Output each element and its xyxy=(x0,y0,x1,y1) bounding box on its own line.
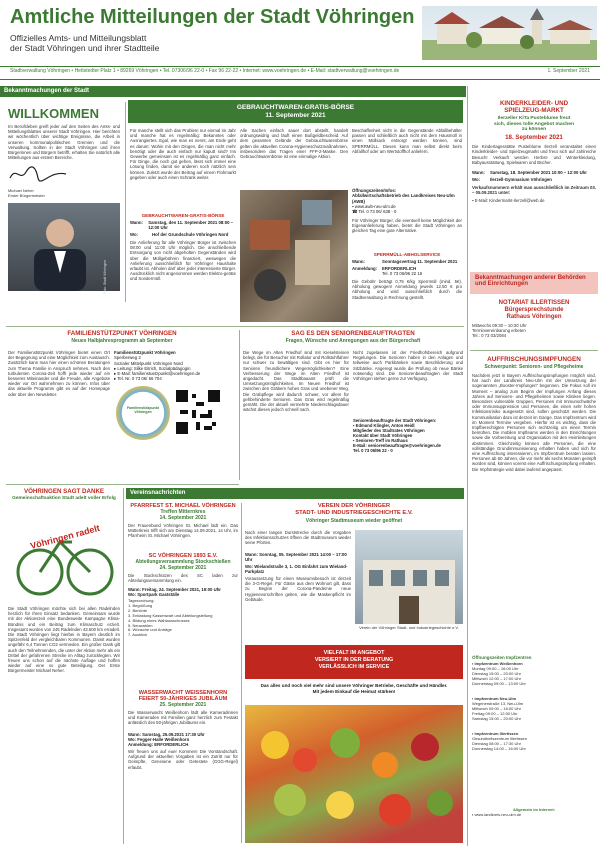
wasserwacht-block xyxy=(128,690,238,809)
section-bekanntmachungen: Bekanntmachungen der Stadt xyxy=(0,86,466,97)
title-line: VEREIN DER VÖHRINGER xyxy=(317,503,391,509)
kleidermarkt-sub xyxy=(472,116,596,133)
verein-caption: Verein der Vöhringer Stadt- und Industriegeschichte e.V. xyxy=(359,625,459,630)
masthead-title: Amtliche Mitteilungen der Stadt Vöhringen xyxy=(10,6,415,28)
boerse-bar-date: 11. September 2021 xyxy=(265,112,326,119)
title-line: Bürgersprechstunde xyxy=(504,307,564,313)
contact-text: E-Mail: Kindermarkt-Ilerzell@web.de xyxy=(474,197,545,203)
contact-title: Familienstützpunkt Vöhringen xyxy=(114,350,176,355)
verein-title xyxy=(245,503,463,517)
vielfalt-line: VERLÄSSLICH IM SERVICE xyxy=(318,664,390,670)
contact-line-text: Tel. Nr. 0 73 06/ 56 704 xyxy=(117,376,162,382)
boerse-wo xyxy=(130,232,236,237)
familie-block xyxy=(8,330,236,344)
auffrischung-title: AUFFRISCHUNGSIMPFUNGEN xyxy=(487,356,581,363)
signer-role: Erster Bürgermeister xyxy=(8,192,45,198)
wasserwacht-text: Die Wasserwacht Weißenhorn lädt alle Kameradinnen und Kameraden mit Familien ganz herzlich zum Festakt anlässlich des 50-jährigen Jubiläums ein. xyxy=(128,710,238,726)
impfzentrum-item: ▪ Impfzentrum Weißenhorn xyxy=(472,661,523,666)
sc-text: Die Stockschützen des SC laden zur Abteilungsversammlung ein. xyxy=(128,573,238,584)
pfarrfest-sub: Treffen Mitternkres xyxy=(160,509,206,515)
value: Wielandstraße 3, 1. OG Einfahrt zum Wieland-Parkplatz xyxy=(245,564,348,574)
boerse-bar-title: GEBRAUCHTWAREN-GRATIS-BÖRSE xyxy=(236,104,355,111)
value: Hof der Grundschule Vöhringen Nord xyxy=(152,232,229,237)
familie-sub: Neues Halbjahresprogramm ab September xyxy=(71,338,173,344)
awb-web: ▪ www.awb-neu-ulm.de xyxy=(352,203,396,209)
senioren-title: SAG ES DEN SENIORENBEAUFTRAGTEN xyxy=(291,330,415,337)
boerse-text-col1: Für manche stellt sich das Problem nur einmal im Jahr und manche hat es regelmäßig: Bekanntes oder Ausrangiertes. Egal, wie man es nennt, am Ende geht es darum: Wohin mit den Dingen, die man nicht mehr benötigt oder die auch einfach nur kaputt sind? Ins Gewerbe gemeinsam ist es regelmäßig ganz einfach. Für Dinge, die noch gut gehen, lässt sich immer eine Lösung finden, damit sie anderen noch nützlich sein können. Zuletzt wurde der Beitrag auf einem Flohmarkt gegeben oder auch einen Schrank weiter. xyxy=(130,128,236,180)
senioren-text-col1: Die Wege im Alten Friedhof sind mit Kieselsteinen belegt, die für Besucher mit Rollator und Rollstuhlfahrer nur schwer zu bewältigen sind. Gibt es hier für Senioren freundlichere Wegemöglichkeiten? Eine Verbesserung der Wege im Alten Friedhof ist angedacht. Das Stadtbauamt prüft die Umsetzungsmöglichkeiten. Im Neuen Friedhof ist zwischen den Gräbern hohes Gras und unebener Weg. Die Grabpflege wird dadurch schwer, vor allem für gehbehinderte Senioren. Das Gras wird regelmäßig gemäht. Die der aktuell vermehrte Niederschlagsdauer wächst dieses jedoch schnell nach. xyxy=(243,350,349,413)
sperrmuell-wann xyxy=(352,259,462,264)
notar-tel: Tel.: 0 73 03/2084 xyxy=(472,333,507,339)
contact-line: Sperberweg 2 xyxy=(114,355,141,361)
boerse-text-col3b: Für Vöhringer Bürger, die eventuell keine Möglichkeit der Eigenanlieferung haben, bietet die Stadt Vöhringen an gleichen Tag eine gute Alternative. xyxy=(352,218,462,234)
wasserwacht-anm: Anmeldung: ERFORDERLICH xyxy=(128,742,189,747)
vielfalt-text: Das alles und noch viel mehr sind unsere Vöhringer Betriebe, Geschäfte und Händler. Mit jedem Einkauf die Heimat stärken! xyxy=(260,683,448,694)
familie-badge-text: Familienstützpunkt Vöhringen xyxy=(127,406,159,414)
value: ERFORDERLICH xyxy=(382,266,417,271)
sub-line: Ilerzeller KiTa Pusteblume freut xyxy=(497,115,571,121)
senioren-contact-text: Seniorenbeauftragte der Stadt Vöhringen: ▪ Edmund Klingler, Anton Heidl Mitglieder des Stadtrates Vöhringen Kontakt über Stadt Vöhringen ▪ Senioren-Treff im Rathaus E-Mail: seniorenbeauftragte@voehringen.de Tel. 0 73 06/96 22 - 0 xyxy=(353,418,441,453)
photo-caption: Foto: Stadt Vöhringen xyxy=(102,259,107,294)
kleidermarkt-contact: ▪ E-Mail: Kindermarkt-Ilerzell@web.de xyxy=(472,197,545,203)
welcome-title: WILLKOMMEN xyxy=(8,106,99,121)
title-line: SPIELZEUG-MARKT xyxy=(504,107,564,115)
danke-title: VÖHRINGEN SAGT DANKE xyxy=(23,488,105,495)
section-bekanntmachungen-andere: Bekanntmachungen anderer Behörden und Einrichtungen xyxy=(470,272,598,294)
pfarrfest-text: Der Frauenbund Vöhringen St. Michael lädt ein. Das Mütterkreis trifft sich am Dienstag 14.09.2021, 14 Uhr, im Pfarrheim St. Michael Vöhringen. xyxy=(128,523,238,539)
awb-web-text: www.awb-neu-ulm.de xyxy=(354,203,396,209)
sperrmuell-block xyxy=(352,252,462,307)
divider xyxy=(123,488,124,844)
sc-wo: Wo: Sportpark Gastställe xyxy=(128,592,180,597)
boerse-contact xyxy=(352,188,462,214)
radelt-logo-text: Vöhringen radelt xyxy=(29,522,101,552)
boerse-bar xyxy=(128,100,463,123)
divider xyxy=(470,350,598,351)
senioren-text-col2: Nicht zugelassen ist der Friedhofsbereich aufgrund Regelungen. Die Senioren haben in den Anlagen und teilweise auch Parkbänken sowie Beschilderung und Sitzbänke. Angeregt wurde die Prüfung ob neue Bänke notwendig sind. Die Seniorenbeauftragten der Stadt Vöhringen stehen gerne zur Verfügung. xyxy=(353,350,463,382)
kleidermarkt-text: Die Kindertagesstätte Pusteblume Ilerzell veranstaltet einen Kinderkleider- und Spielzeugmarkt und freut sich auf zahlreiche Besuch! Verkauft werden Herbst- und Winterkleidung, Babyausstattung, Spielwaren und Bücher. xyxy=(472,144,596,165)
address-bar xyxy=(0,66,600,80)
verein-text: Nach einer langen Durststrecke durch die Vorgaben des Infektionsschutzes öffnen die Stadtmuseum wieder seine Pforten. xyxy=(245,530,351,546)
sc-agenda: Tagesordnung: 1. Begrüßung 2. Berichte 3. Entlastung Kassenwart und Abteilungsleitung 4. Bildung eines Wahlausschusses 5. Neuwahlen 6. Wünsche und Anträge 7. Ausblick xyxy=(128,599,213,638)
sc-sub: Abteilungsversammlung Stockschießen xyxy=(135,559,231,565)
label: Anmeldung: xyxy=(352,266,378,271)
subtitle-line: der Stadt Vöhringen und ihrer Stadtteile xyxy=(10,43,160,53)
wasserwacht-wo: Wo: Fegger-Halle Weißenhorn xyxy=(128,737,190,742)
contact-line: Sozialer Mittelpunkt Vöhringen Nord xyxy=(114,360,183,366)
masthead-subtitle xyxy=(10,33,159,53)
divider xyxy=(125,102,126,302)
wasserwacht-sub: FEIERT 50-JÄHRIGES JUBILÄUM xyxy=(138,696,228,702)
notar-block xyxy=(472,300,596,339)
address-line: Stadtverwaltung Vöhringen • Hettstedter Platz 1 • 89269 Vöhringen • Tel. 07306/96 22-0 • Fax 96 22-22 • Internet: www.voehringen.de • E-Mail: stadtverwaltung@voehringen.de xyxy=(10,68,400,74)
sub-line: sich, dieses tolle Angebot machen xyxy=(494,121,574,127)
sc-wo-value: Sportpark Gastställe xyxy=(137,592,180,597)
vielfalt-line: VIELFALT IM ANGEBOT xyxy=(323,650,385,656)
label: Wo: xyxy=(472,177,481,183)
value: ERFORDERLICH xyxy=(154,742,189,747)
verein-wann: Wann: Sonntag, 05. September 2021 14:00 – 17:00 Uhr xyxy=(245,552,347,562)
title-line: KINDERKLEIDER- UND xyxy=(499,100,569,107)
awb-tel-text: Tel. 0 73 06/ 638 - 0 xyxy=(358,209,397,215)
value: Samstag, 25.09.2021 17:30 Uhr xyxy=(142,732,205,737)
boerse-info xyxy=(130,213,236,294)
oeffnung-label: Öffnungszeiten/Infos: xyxy=(352,188,397,193)
value: Sonntagsvertrag 11. September 2021 xyxy=(382,259,458,264)
divider xyxy=(239,330,240,480)
verein-left xyxy=(245,530,351,616)
boerse-inner-title: GEBRAUCHTWAREN-GRATIS-BÖRSE xyxy=(141,213,225,218)
sc-block xyxy=(128,553,238,659)
impf-footer-title: Allgemein im Internet: xyxy=(512,807,555,812)
impfzentrum-name: Impfzentrum Neu-Ulm xyxy=(474,695,517,701)
familie-contact xyxy=(114,350,236,382)
value: Fegger-Halle Weißenhorn xyxy=(137,737,190,742)
impfzentrum-name: Impfzentrum Weißenhorn xyxy=(474,661,523,666)
senioren-contact xyxy=(353,418,463,478)
notar-title xyxy=(472,300,596,321)
impfzentrum-hours: Wegenerstraße 13, Neu-Ulm Mittwoch 09:00 – 16:00 Uhr Freitag 09:00 – 12:00 Uhr Samstag 15:00 – 20:00 Uhr xyxy=(472,701,524,721)
vielfalt-line: VERSIERT IN DER BERATUNG xyxy=(314,657,394,663)
kleidermarkt-wo xyxy=(472,177,596,182)
value: Samstag, 18. September 2021 10:00 – 12:00 Uhr xyxy=(490,170,587,176)
sub-line: zu können xyxy=(521,127,547,133)
verein-text2: Voraussetzung für einen Museumsbesuch ist derzeit die 3-G-Regel. Für Gäste aus dem Wohnort gilt, dass zu Beginn der Corona-Pandemie neue Hygienevorschriften gelten, wie die Maskenpflicht im Gebäude. xyxy=(245,576,351,602)
verein-sub: Vöhringer Stadtmuseum wieder geöffnet xyxy=(305,518,403,524)
section-vereinsnachrichten: Vereinsnachrichten xyxy=(126,488,464,499)
impfzentren-title: Öffnungszeiten Impfzentren xyxy=(472,655,532,660)
sc-date: 24. September 2021 xyxy=(159,565,207,571)
pfarrfest-date: 14. September 2021 xyxy=(159,515,207,521)
notar-text: Mittwochs 09:30 – 10:30 Uhr xyxy=(472,323,527,328)
welcome-block xyxy=(8,106,120,294)
market-photo xyxy=(245,705,463,843)
boerse-wann xyxy=(130,220,236,230)
wasserwacht-text2: Wir freuen uns auf euer Kommen! Die Vorstandschaft. Aufgrund der aktuellen Vorgaben ist ein Zutritt nur für Geimpfte, Genesene oder Getestete (GGG-Regel) erlaubt. xyxy=(128,749,238,770)
label: Wo: xyxy=(130,232,139,237)
sperrmuell-title: SPERRMÜLL-ABHOLSERVICE xyxy=(373,252,441,257)
signature-image xyxy=(8,164,68,184)
value: Sonntag, 05. September 2021 14:00 – 17:00 Uhr xyxy=(245,552,347,562)
senioren-sub: Fragen, Wünsche und Anregungen aus der Bürgerschaft xyxy=(285,338,421,344)
kleidermarkt-date: 18. September 2021 xyxy=(505,134,563,142)
wasserwacht-wann: Wann: Samstag, 25.09.2021 17:30 Uhr xyxy=(128,732,205,737)
awb-tel: ☎ Tel. 0 73 06/ 638 - 0 xyxy=(352,209,397,215)
impfzentrum-hours: Gesundheitszentrum Illertissen Dienstag 08:00 – 17:30 Uhr Donnerstag 14:00 – 16:00 Uhr xyxy=(472,736,527,751)
sc-wann: Wann: Freitag, 24. September 2021, 19:00 Uhr xyxy=(128,587,221,592)
wasserwacht-title: WASSERWACHT WEISSENHORN xyxy=(138,690,228,696)
kleidermarkt-wann xyxy=(472,170,596,175)
familie-text: Der Familienstützpunkt Vöhringen bietet einen Ort der Begegnung und eine Möglichkeit zum Austausch. Zusätzlich kann man hier einen schönen Beratungen zum Thema Familie in Anspruch nehmen. Nach den turbulenten Corona-Zeit hofft jede wieder auf ein besseres Miteinander und die Freude, alle Angebote wieder vor Ort wahrnehmen zu können. Infos über das aktuelle Programm gibt es auf der Homepage oder über den Newsletter. xyxy=(8,350,110,397)
boerse-text-more: Die Anlieferung für alle Vöhringer Bürger ist zwischen 08:00 und 11:00 Uhr möglich. Die anschließende Entsorgung von nicht abgeholten Gegenständen wird über die Müllgebühren finanziert, weswegen die Anlieferung ausschließlich für Vöhringer Haushalte erlaubt ist. Abholen darf aber jeder interessierte Bürger. Ausdrücklich nicht angenommen werden Elektro-geräte und Sondermüll. xyxy=(130,240,236,282)
title-line: STADT- UND INDUSTRIEGESCHICHTE E.V. xyxy=(295,510,413,516)
label: Wann: xyxy=(472,170,485,176)
impf-footer xyxy=(472,808,596,818)
divider xyxy=(6,484,239,485)
contact-line: ▸ Leitung: Silke Eitrich, Sozialpädagogin xyxy=(114,365,191,371)
sperrmuell-text: Die Gebühr beträgt 0,75 €/kg Sperrmüll (mind. 5€). Abholung gewogen! Anmeldung jeweils 12,50 € pro Abholung und wird ausschließlich durch die Stadtverwaltung in Rechnung gestellt. xyxy=(352,279,462,300)
title-line: NOTARIAT ILLERTISSEN xyxy=(498,300,570,306)
mayor-photo xyxy=(8,203,120,294)
auffrischung-text: Nachdem jetzt in Bayern Auffrischungsimpfungen möglich sind, hat auch der Landkreis Neu-Ulm mit der Umsetzung der sogenannten „Booster-Impfungen“ begonnen. Die Fokus soll im Moment – analog zum Beginn der Impfungen Anfang dieses Jahres auf Senioren- und Pflegeheimen sowie Kliniken liegen. Besonders vulnerable Gruppen, Personen mit Immunschwäche oder Immunsuppression und Personen, die einen sehr hohen Infektionsrisiko ausgesetzt sind, sollen geschützt werden. Die Kommunikation dazu ist derzeit im Gange. Das Impfzentrum wird im Moment Termine vergeben. Hierfür ist es wichtig, dass die Impfberechtigten Personen sich rechtzeitig um einen Termin bemühen. Die mobilen Impfteams werden in den Einrichtungen sowie die Vorbereitung und Organisation mit den Heimleitungen abstimmen. Gleichzeitig können alle Personen, die eine vollständige Grundimmunisierung erhalten haben und sich für eine Auffrischung interessieren, im Impfzentrum beraten lassen. Personen ab 60 Jahren, die vor mehr als sechs Monaten geimpft worden sind, können vorerst eine Auffrischungsimpfung erhalten. Die Impfstrategie wird dabei laufend angepasst. xyxy=(472,373,596,472)
divider xyxy=(467,86,468,846)
vielfalt-banner xyxy=(245,645,463,679)
auffrischung-sub: Schwerpunkt: Senioren- und Pflegeheime xyxy=(484,364,584,370)
verein-wo: Wo: Wielandstraße 3, 1. OG Einfahrt zum Wieland-Parkplatz xyxy=(245,564,348,574)
boerse-text-col2: Alle Sachen einfach sauer dort abstellt, handelt ordnungswidrig und läuft einen Bußgeldbescheid. Auf dem gesamten Gelände der Gebrauchtwarenbörse gelten die aktuellen Corona-Hygieneschutzmaßnahmen, insbesondere das Tragen einer FFP-2-Maske. Den Gebrauchtwarenbörse ist eine einmalige Aktion. xyxy=(240,128,348,160)
verein-block xyxy=(245,503,463,524)
value: Ilerzell-Gymnasium Vöhringen xyxy=(490,177,552,183)
title-line: Rathaus Vöhringen xyxy=(506,314,562,320)
sperrmuell-tel: Tel. 0 73 06/96 22 16 xyxy=(382,271,423,276)
kleidermarkt-note: Verkaufsnummern erhält man ausschließlich im Zeitraum 03. – 05.09.2021 unter: xyxy=(472,185,596,196)
museum-photo xyxy=(355,530,463,624)
contact-line: ▸ E-Mail: familienstuetzpunkt@voehringen.de xyxy=(114,371,201,377)
kleidermarkt-block xyxy=(472,100,596,203)
impfzentren-list xyxy=(472,662,596,761)
danke-sub: Gemeinschaftsaktion Stadt adelt voller Erfolg xyxy=(12,496,116,501)
signer-name: Michael Neher xyxy=(8,188,34,193)
impfzentrum-name: Impfzentrum Illertissen xyxy=(474,730,519,736)
wasserwacht-date: 25. September 2021 xyxy=(159,702,207,708)
pfarrfest-block xyxy=(128,503,238,553)
welcome-text: Im Berufsleben greift jeder auf den Seiten des Amts- und Mitteilungsblattes unserer Stadt Vöhringen. Hier berichten wir wöchentlich über wichtige Ereignisse, die Arbeit in unseren kommunalpolitischen Gremien und die Verwaltung. Sollten in der Stadt Vöhringen und ihren Bürgerinnen und Bürgern betrifft, erhalten Sie natürlich alle Mitteilungen aus erstem Bereiche. xyxy=(8,124,120,161)
sc-title: SC VÖHRINGEN 1893 E.V. xyxy=(148,553,218,559)
radelt-logo xyxy=(12,512,118,604)
label: Wann: xyxy=(352,259,365,264)
impfzentrum-item: ▪ Impfzentrum Neu-Ulm xyxy=(472,695,517,701)
abfall-label: Abfallwirtschaftsbetrieb des Landkreises Neu-Ulm (AWB) xyxy=(352,193,455,204)
sc-wann-value: Freitag, 24. September 2021, 19:00 Uhr xyxy=(142,587,221,592)
qr-code[interactable] xyxy=(176,390,220,434)
boerse-photo xyxy=(240,190,348,322)
subtitle-line: Offizielles Amts- und Mitteilungsblatt xyxy=(10,33,147,43)
divider xyxy=(6,326,464,327)
danke-block xyxy=(8,488,120,501)
boerse-text-col3: Beschaffenheit nicht in die Gegenstände Abfallbehälter passen und schließlich auch nicht mit dem Hausmüll in einen Müllsack entsorgt werden können, sind SPERRMÜLL. Diesen kann man selbst direkt beim Abfallhof oder am Wertstoffhof anliefern. xyxy=(352,128,462,154)
auffrischung-block xyxy=(472,356,596,761)
vielfalt-lines xyxy=(245,650,463,671)
senioren-block xyxy=(243,330,463,344)
kleidermarkt-title xyxy=(472,100,596,115)
label: Wann: xyxy=(130,220,143,225)
impf-footer-link[interactable]: ▪ www.landkreis.neu-ulm.de xyxy=(472,811,522,817)
notar-text2: Terminvereinbarung erbeten xyxy=(472,328,526,334)
impfzentrum-item: ▪ Impfzentrum Illertissen xyxy=(472,730,519,736)
value: Samstag, den 11. September 2021 08:00 – 12:00 Uhr xyxy=(148,220,234,230)
contact-line: ▸ Tel. Nr. 0 73 06/ 56 704 xyxy=(114,376,162,382)
contact-line-text: E-Mail: familienstuetzpunkt@voehringen.de xyxy=(117,371,201,377)
divider xyxy=(241,503,242,843)
familie-title: FAMILIENSTÜTZPUNKT VÖHRINGEN xyxy=(67,330,177,337)
familie-badge xyxy=(116,386,170,440)
danke-text: Die Stadt Vöhringen möchte sich bei allen Radelnden herzlich für Ihren Einsatz bedanken. Gemeinsam wurde mit der Aktionszeit eine Bundesweite Kampagne Klima-Bündnis und ein Beitrag zum Klimaschutz erzielt. Insgesamt wurden von 245 Radelnden 43.500 km erradelt. Die Stadt Vöhringen liegt hierbei in Bayern deutlich im Spitzenfeld der vergleichbaren Kommunen. Damit wurden ungefähr 6,4 Tonnen CO2 vermieden. Ein großer Dank gilt auch den Teilnehmenden, die unter der Aktion mehr als ein Drittel der gefahrenen Strecke im Alltag zurücklegten. Wir freuen uns schon auf die nächste Auflage und hoffen wieder auf eine so gute Beteiligung. Der Erste Bürgermeister Michael Neher. xyxy=(8,606,120,674)
town-image xyxy=(422,6,597,60)
impfzentrum-hours: Montag 09:00 – 16:00 Uhr Dienstag 15:00 – 20:00 Uhr Mittwoch 12:00 – 17:00 Uhr Donnerstag 09:00 – 13:00 Uhr xyxy=(472,666,526,686)
contact-line-text: Leitung: Silke Eitrich, Sozialpädagogin xyxy=(117,365,191,371)
pfarrfest-title: PFARRFEST ST. MICHAEL VÖHRINGEN xyxy=(130,503,236,509)
issue-date: 1. September 2021 xyxy=(547,68,590,74)
